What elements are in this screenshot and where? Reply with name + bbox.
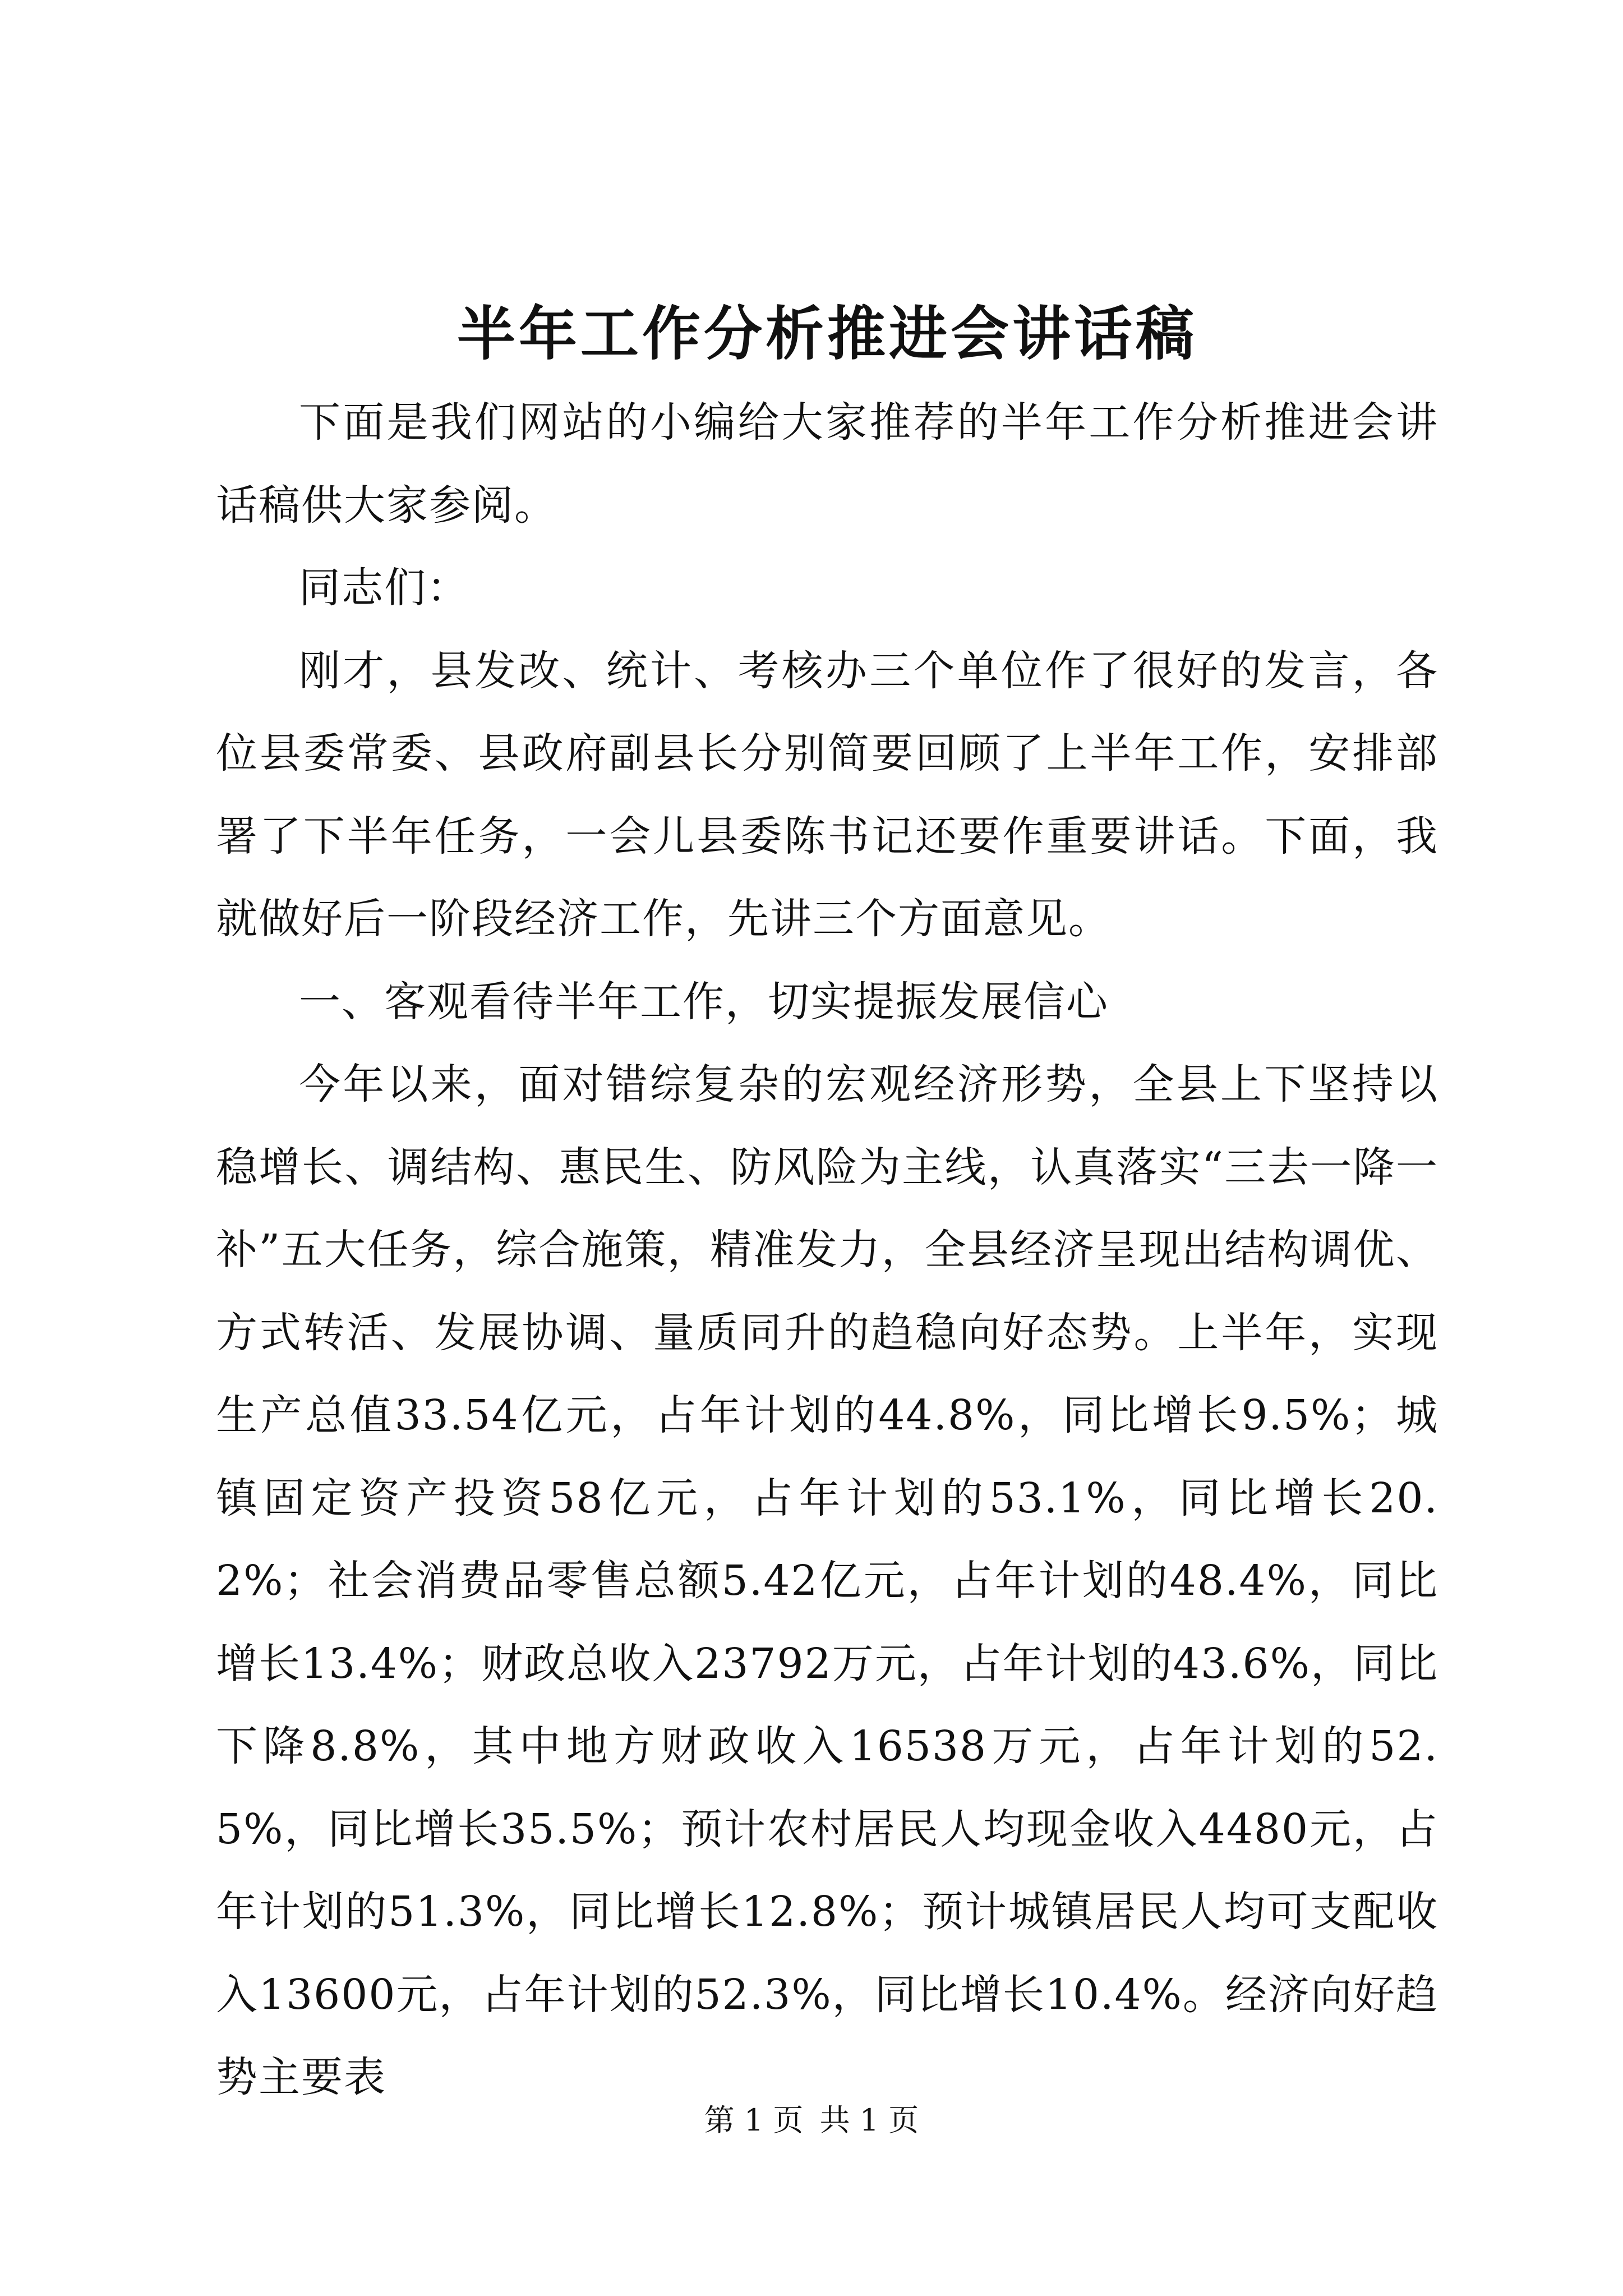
- paragraph-economic-review: 今年以来，面对错综复杂的宏观经济形势，全县上下坚持以稳增长、调结构、惠民生、防风险为主线，认真落实“三去一降一补”五大任务，综合施策，精准发力，全县经济呈现出结构调优、方式转活、发展协调、量质同升的趋稳向好态势。上半年，实现生产总值33.54亿元，占年计划的44.8%，同比增长9.5%；城镇固定资产投资58亿元，占年计划的53.1%，同比增长20.2%；社会消费品零售总额5.42亿元，占年计划的48.4%，同比增长13.4%；财政总收入23792万元，占年计划的43.6%，同比下降8.8%，其中地方财政收入16538万元，占年计划的52.5%，同比增长35.5%；预计农村居民人均现金收入4480元，占年计划的51.3%，同比增长12.8%；预计城镇居民人均可支配收入13600元，占年计划的52.3%，同比增长10.4%。经济向好趋势主要表: [216, 1060, 1438, 2101]
- page-footer: [0, 2098, 1623, 2143]
- paragraph-salutation: 同志们：: [299, 564, 469, 612]
- document-body: [216, 381, 1438, 2119]
- paragraph-opening: 刚才，县发改、统计、考核办三个单位作了很好的发言，各位县委常委、县政府副县长分别简要回顾了上半年工作，安排部署了下半年任务，一会儿县委陈书记还要作重要讲话。下面，我就做好后一阶段经济工作，先讲三个方面意见。: [216, 646, 1438, 943]
- paragraph-intro: 下面是我们网站的小编给大家推荐的半年工作分析推进会讲话稿供大家参阅。: [216, 398, 1438, 530]
- document-title: 半年工作分析推进会讲话稿: [457, 299, 1197, 368]
- page-number: 第 1 页: [704, 2102, 804, 2138]
- page-total: 共 1 页: [819, 2102, 919, 2138]
- section-heading-1: 一、客观看待半年工作，切实提振发展信心: [299, 977, 1109, 1026]
